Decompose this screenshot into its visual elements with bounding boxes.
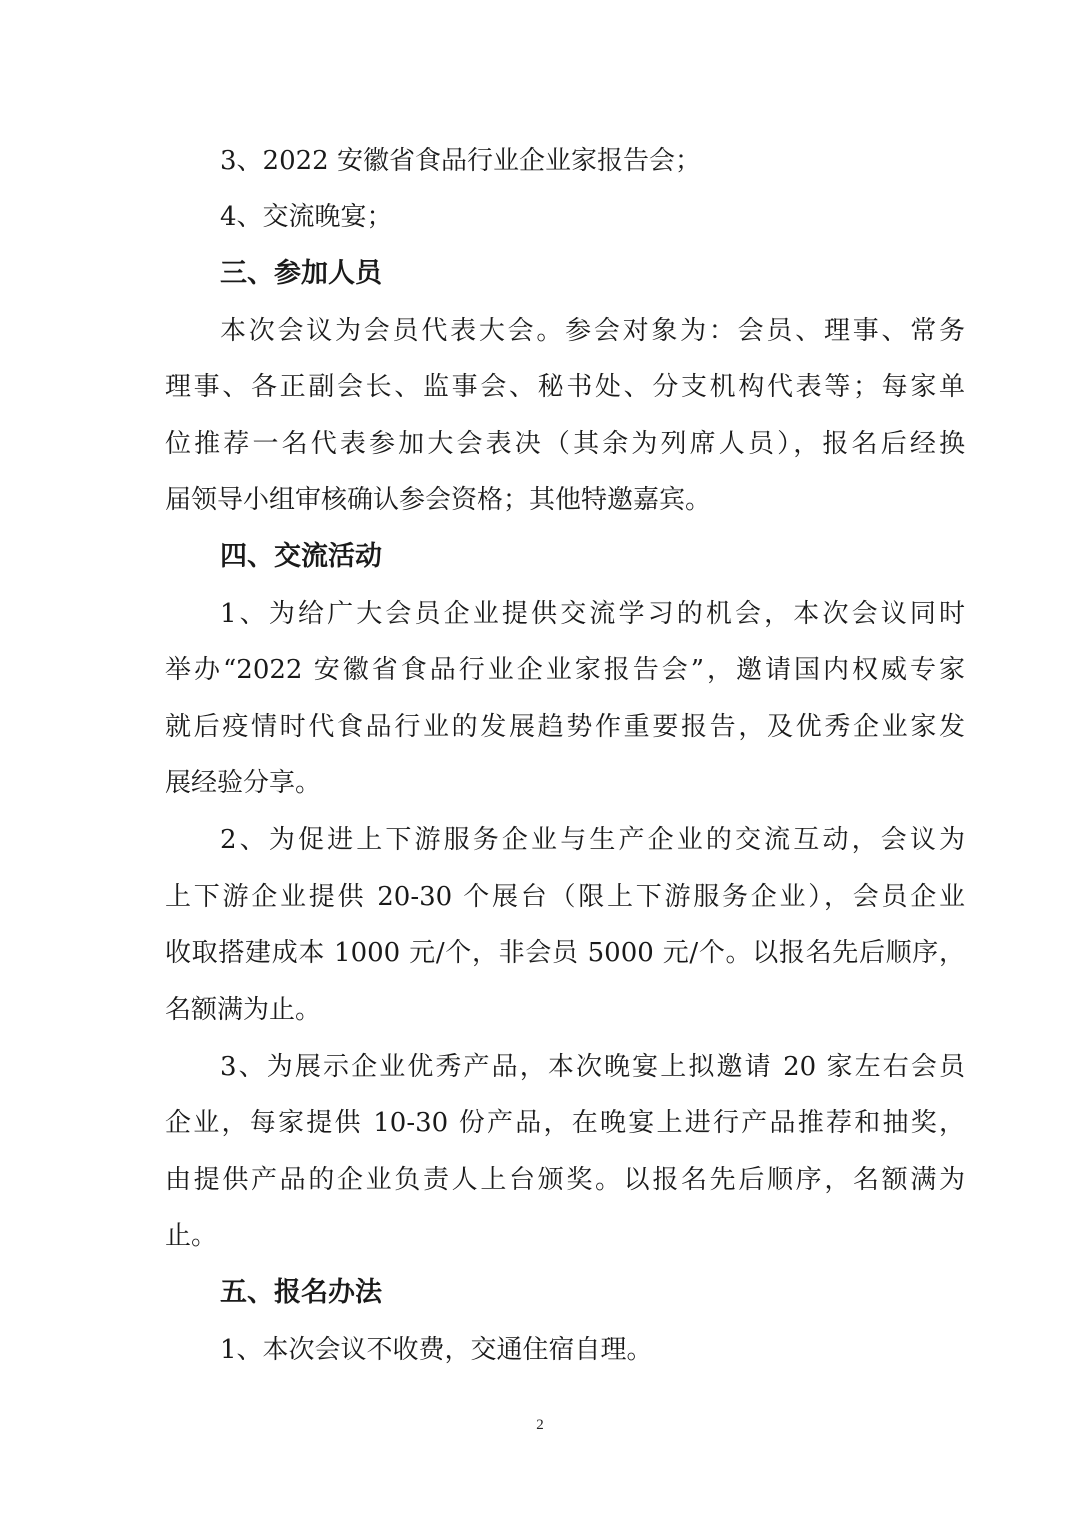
section-4-p2-line: 2、为促进上下游服务企业与生产企业的交流互动，会议为	[220, 825, 965, 855]
section-4-p2-line: 名额满为止。	[165, 995, 322, 1025]
section-4-p1-line: 1、为给广大会员企业提供交流学习的机会，本次会议同时	[220, 599, 965, 629]
section-4-p1-line: 就后疫情时代食品行业的发展趋势作重要报告，及优秀企业家发	[165, 712, 965, 742]
section-5-heading: 五、报名办法	[220, 1277, 382, 1308]
section-3-heading: 三、参加人员	[220, 258, 382, 289]
section-4-p2-line: 上下游企业提供 20-30 个展台（限上下游服务企业），会员企业	[165, 882, 965, 912]
section-4-p1-line: 展经验分享。	[165, 768, 322, 798]
section-4-heading: 四、交流活动	[220, 541, 382, 572]
section-4-p3-line: 企业，每家提供 10-30 份产品，在晚宴上进行产品推荐和抽奖，	[165, 1108, 965, 1138]
section-4-p1-line: 举办“2022 安徽省食品行业企业家报告会”，邀请国内权威专家	[165, 655, 965, 685]
page-number: 2	[536, 1417, 544, 1433]
section-3-line: 届领导小组审核确认参会资格；其他特邀嘉宾。	[165, 485, 712, 515]
section-4-p3-line: 止。	[165, 1221, 218, 1251]
section-4-p3-line: 由提供产品的企业负责人上台颁奖。以报名先后顺序，名额满为	[165, 1165, 965, 1195]
section-3-line: 理事、各正副会长、监事会、秘书处、分支机构代表等；每家单	[165, 372, 965, 402]
section-4-p3-line: 3、为展示企业优秀产品，本次晚宴上拟邀请 20 家左右会员	[220, 1052, 965, 1082]
section-3-line: 本次会议为会员代表大会。参会对象为：会员、理事、常务	[220, 316, 965, 346]
agenda-item-4: 4、交流晚宴；	[220, 202, 393, 232]
agenda-item-3: 3、2022 安徽省食品行业企业家报告会；	[220, 146, 701, 176]
section-3-line: 位推荐一名代表参加大会表决（其余为列席人员），报名后经换	[165, 429, 965, 459]
section-5-line: 1、本次会议不收费，交通住宿自理。	[220, 1335, 653, 1365]
section-4-p2-line: 收取搭建成本 1000 元/个，非会员 5000 元/个。以报名先后顺序，	[165, 938, 965, 968]
